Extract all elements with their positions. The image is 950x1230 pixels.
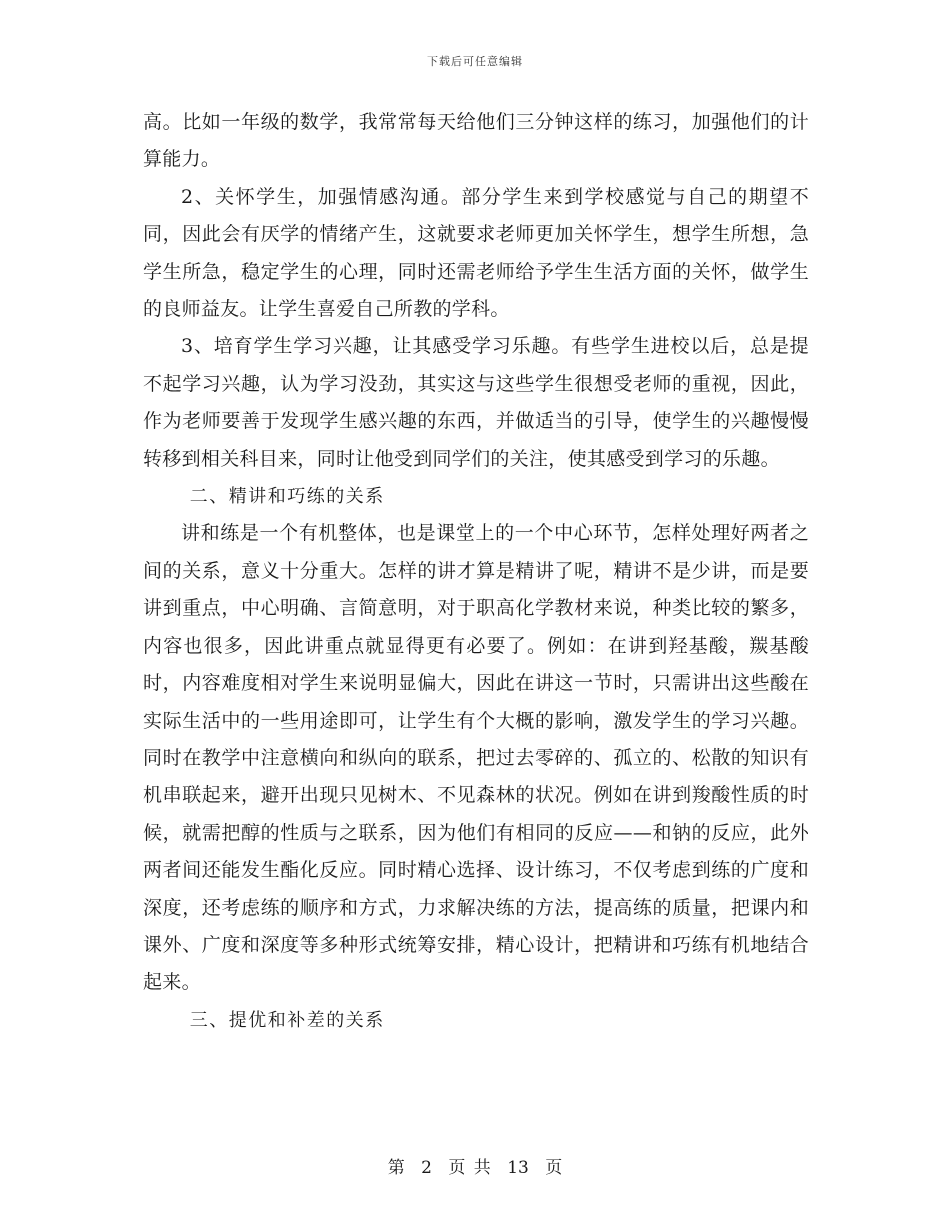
footer-total-pages: 13 <box>507 1158 529 1178</box>
footer-current-page: 2 <box>421 1158 432 1178</box>
paragraph-continuation: 高。比如一年级的数学，我常常每天给他们三分钟这样的练习，加强他们的计算能力。 <box>143 111 809 171</box>
section-heading-2: 二、精讲和巧练的关系 <box>189 486 385 508</box>
footer-suffix: 页 <box>545 1158 563 1178</box>
page-footer <box>0 1153 950 1178</box>
document-body <box>143 104 809 1039</box>
footer-middle: 页 共 <box>448 1158 491 1178</box>
paragraph-lecture-practice: 讲和练是一个有机整体，也是课堂上的一个中心环节，怎样处理好两者之间的关系，意义十分重大。怎样的讲才算是精讲了呢，精讲不是少讲，而是要讲到重点，中心明确、言简意明，对于职高化学教材来说，种类比较的繁多，内容也很多，因此讲重点就显得更有必要了。例如：在讲到羟基酸，羰基酸时，内容难度相对学生来说明显偏大，因此在讲这一节时，只需讲出这些酸在实际生活中的一些用途即可，让学生有个大概的影响，激发学生的学习兴趣。同时在教学中注意横向和纵向的联系，把过去零碎的、孤立的、松散的知识有机串联起来，避开出现只见树木、不见森林的状况。例如在讲到羧酸性质的时候，就需把醇的性质与之联系，因为他们有相同的反应——和钠的反应，此外两者间还能发生酯化反应。同时精心选择、设计练习，不仅考虑到练的广度和深度，还考虑练的顺序和方式，力求解决练的方法，提高练的质量，把课内和课外、广度和深度等多种形式统筹安排，精心设计，把精讲和巧练有机地结合起来。 <box>143 522 809 994</box>
page-header: 下载后可任意编辑 <box>427 55 523 68</box>
footer-prefix: 第 <box>387 1158 405 1178</box>
paragraph-cultivate-interest: 3、培育学生学习兴趣，让其感受学习乐趣。有些学生进校以后，总是提不起学习兴趣，认为学习没劲，其实这与这些学生很想受老师的重视，因此，作为老师要善于发现学生感兴趣的东西，并做适当的引导，使学生的兴趣慢慢转移到相关科目来，同时让他受到同学们的关注，使其感受到学习的乐趣。 <box>143 335 809 470</box>
paragraph-care-students: 2、关怀学生，加强情感沟通。部分学生来到学校感觉与自己的期望不同，因此会有厌学的情绪产生，这就要求老师更加关怀学生，想学生所想，急学生所急，稳定学生的心理，同时还需老师给予学生生活方面的关怀，做学生的良师益友。让学生喜爱自己所教的学科。 <box>143 185 809 321</box>
section-heading-3: 三、提优和补差的关系 <box>189 1009 385 1031</box>
